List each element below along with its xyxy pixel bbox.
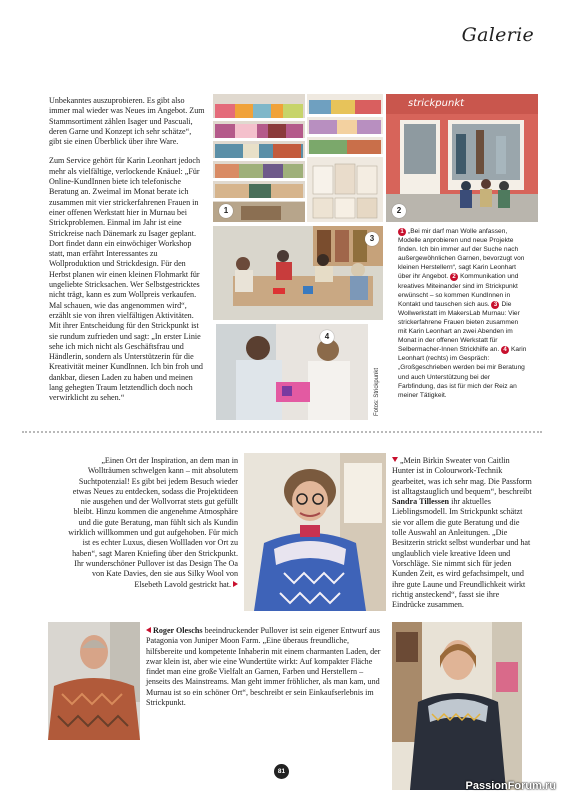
photo-pattern-display: [307, 94, 383, 222]
pointer-down-icon: [392, 457, 398, 462]
quote-roger: [146, 626, 385, 708]
quote-maren: [67, 456, 238, 590]
paragraph-intro: Unbekanntes auszuprobieren. Es gibt also immer mal wieder was Neues im Angebot. Zum Stammsortiment zählen Isager und Pascuali, deren Garne und Konzept ich sehr schätze“, gibt sie einen Überblick über ihre Ware.: [49, 96, 205, 147]
photo-badge-2: 2: [392, 204, 406, 218]
photo-yarn-shelves: [213, 94, 305, 222]
shop-sign: strickpunkt: [408, 98, 465, 109]
caption-number-4: 4: [501, 346, 509, 354]
consultation-illustration: [216, 324, 368, 420]
section-divider: [22, 431, 542, 433]
article-column-left: [49, 96, 205, 413]
caption-text-1: „Bei mir darf man Wolle anfassen, Modelle anprobieren und neue Projekte finden. Ich bin immer auf der Suche nach außergewöhnlichen Garnen, bevorzugt von kleinen Herstellern“, sagt Karin Leonhart über ihr Angebot.: [398, 228, 525, 281]
quote-sandra: [392, 456, 532, 610]
watermark-text: PassionForum.ru: [465, 780, 556, 792]
photo-storefront: [386, 94, 538, 222]
roger-portrait-illustration: [48, 622, 140, 740]
caption-number-2: 2: [450, 273, 458, 281]
quote-maren-text: „Einen Ort der Inspiration, an dem man in Wollträumen schwelgen kann – mit absolutem Suchtpotenzial! Es gibt bei jedem Besuch wieder etwas Neues zu entdecken, sodass die Projektideen nie ausgehen und der Wollvorrat stets gut gefüllt bleibt. Hinzu kommen die angenehme Atmosphäre und die gute Beratung, man fühlt sich als Kundin wirklich willkommen und gut aufgehoben. Für mich ist es echter Luxus, diesen Wollladen vor Ort zu haben“, sagt Maren Kniefing über den Strickpunkt. Ihr wunderschöner Pullover ist das Design The Oa von Kate Davies, den sie aus Silky Wool von Elsebeth Lavold gestrickt hat.: [68, 456, 238, 589]
maren-portrait-illustration: [244, 453, 386, 611]
photo-badge-4: 4: [320, 330, 334, 344]
caption-block-top: [398, 227, 528, 400]
caption-text-3: Die Wollwerkstatt im MakersLab Murnau: Vier strickerfahrene Frauen bieten zusammen mit Karin Leonhart an zwei Abenden im Monat in der offenen Werkstatt für Selbermacher-Innen Strickhilfe an.: [398, 300, 520, 354]
workshop-illustration: [213, 226, 383, 320]
page-title: Galerie: [461, 24, 534, 46]
caption-text-2: Kommunikation und kreatives Miteinander sind im Strickpunkt erwünscht – so kommen KundInnen in Kontakt und tauschen sich aus.: [398, 273, 519, 308]
yarn-shelves-illustration: [213, 94, 305, 222]
photo-badge-1: 1: [219, 204, 233, 218]
sandra-portrait-illustration: [392, 622, 522, 790]
photo-workshop: [213, 226, 383, 320]
quote-sandra-rest: ihr aktuelles Lieblingsmodell. Im Strickpunkt schätzt sie vor allem die gute Beratung und die tolle Auswahl an Anleitungen. „Die Besitzerin strickt selbst wunderbar und hat unglaublich viele kreative Ideen und Vorschläge. Sie nimmt sich für jeden Kunden Zeit, es wird gefachsimpelt, und ihre gute Laune und Freundlichkeit wirkt richtig ansteckend“, fasst sie ihre Eindrücke zusammen.: [392, 497, 531, 610]
quote-roger-name: Roger Oleschs: [153, 626, 203, 635]
pattern-display-illustration: [307, 94, 383, 222]
caption-number-1: 1: [398, 228, 406, 236]
pointer-right-icon: [233, 581, 238, 587]
quote-sandra-lead: „Mein Birkin Sweater von Caitlin Hunter ist in Colourwork-Technik gearbeitet, was ich sehr mag. Die Passform ist alltagstauglich und bequem“, beschreibt: [392, 456, 532, 496]
caption-text-4: Karin Leonhart (rechts) im Gespräch: „Großgeschrieben werden bei mir Beratung und auch Unterstützung bei der Farbfindung, das ist für mich der Reiz an meiner Tätigkeit.: [398, 346, 527, 399]
page-number: 81: [274, 764, 289, 779]
photo-badge-3: 3: [365, 232, 379, 246]
paragraph-service: Zum Service gehört für Karin Leonhart jedoch mehr als vielfältige, verlockende Knäuel: „Für Online-KundInnen biete ich telefonische Beratung an. Zweimal im Monat berate ich zusammen mit vier strickerfahrenen Frauen in einer offenen Werkstatt hier in Murnau bei Strickproblemen. Einmal im Jahr ist eine Strickreise nach Dänemark zu Isager geplant. Dort findet dann ein einwöchiger Workshop statt, man erfährt Interessantes zu Wollproduktion und Strickdesign. Für den Herbst planen wir einen kleinen Flohmarkt für ungeliebte Stricksachen. Wer Selbstgestricktes nicht trägt, kann es zum Wollpreis verkaufen. Mal schauen, wie das angenommen wird“, erzählt sie von ihren vielfältigen Aktivitäten. Mit ihrer Entscheidung für den Strickpunkt ist sie rundum zufrieden und sagt: „In erster Linie sehe ich mich nicht als Geschäftsfrau und Händlerin, sondern als Unterstützerin für die Kreativität meiner KundInnen. Ich bin froh und dankbar, diesen Laden zu haben und meinen lang gehegten Traum letztendlich doch noch verwirklicht zu sehen.“: [49, 156, 203, 403]
photo-credit: Fotos: Strickpunkt: [374, 367, 380, 416]
photo-consultation: [216, 324, 368, 420]
pointer-left-icon: [146, 627, 151, 633]
caption-number-3: 3: [491, 301, 499, 309]
storefront-illustration: [386, 94, 538, 222]
photo-roger: [48, 622, 140, 740]
photo-maren: [244, 453, 386, 611]
photo-sandra: [392, 622, 522, 790]
quote-sandra-name: Sandra Tillessen: [392, 497, 450, 507]
quote-roger-rest: beeindruckender Pullover ist sein eigener Entwurf aus Patagonia von Juniper Moon Farm. „Eine überaus freundliche, hilfsbereite und kompetente Inhaberin mit einem charmanten Laden, der zwar klein ist, aber wie eine Wundertüte wirkt: Auf kompakter Fläche findet man eine große Vielfalt an Garnen, Farben und Herstellern – jenseits des Mainstreams. Man geht immer fröhlicher, als man kam, und Murnau ist so ein schöner Ort“, beschreibt er sein Einkaufserlebnis im Strickpunkt.: [146, 626, 381, 708]
